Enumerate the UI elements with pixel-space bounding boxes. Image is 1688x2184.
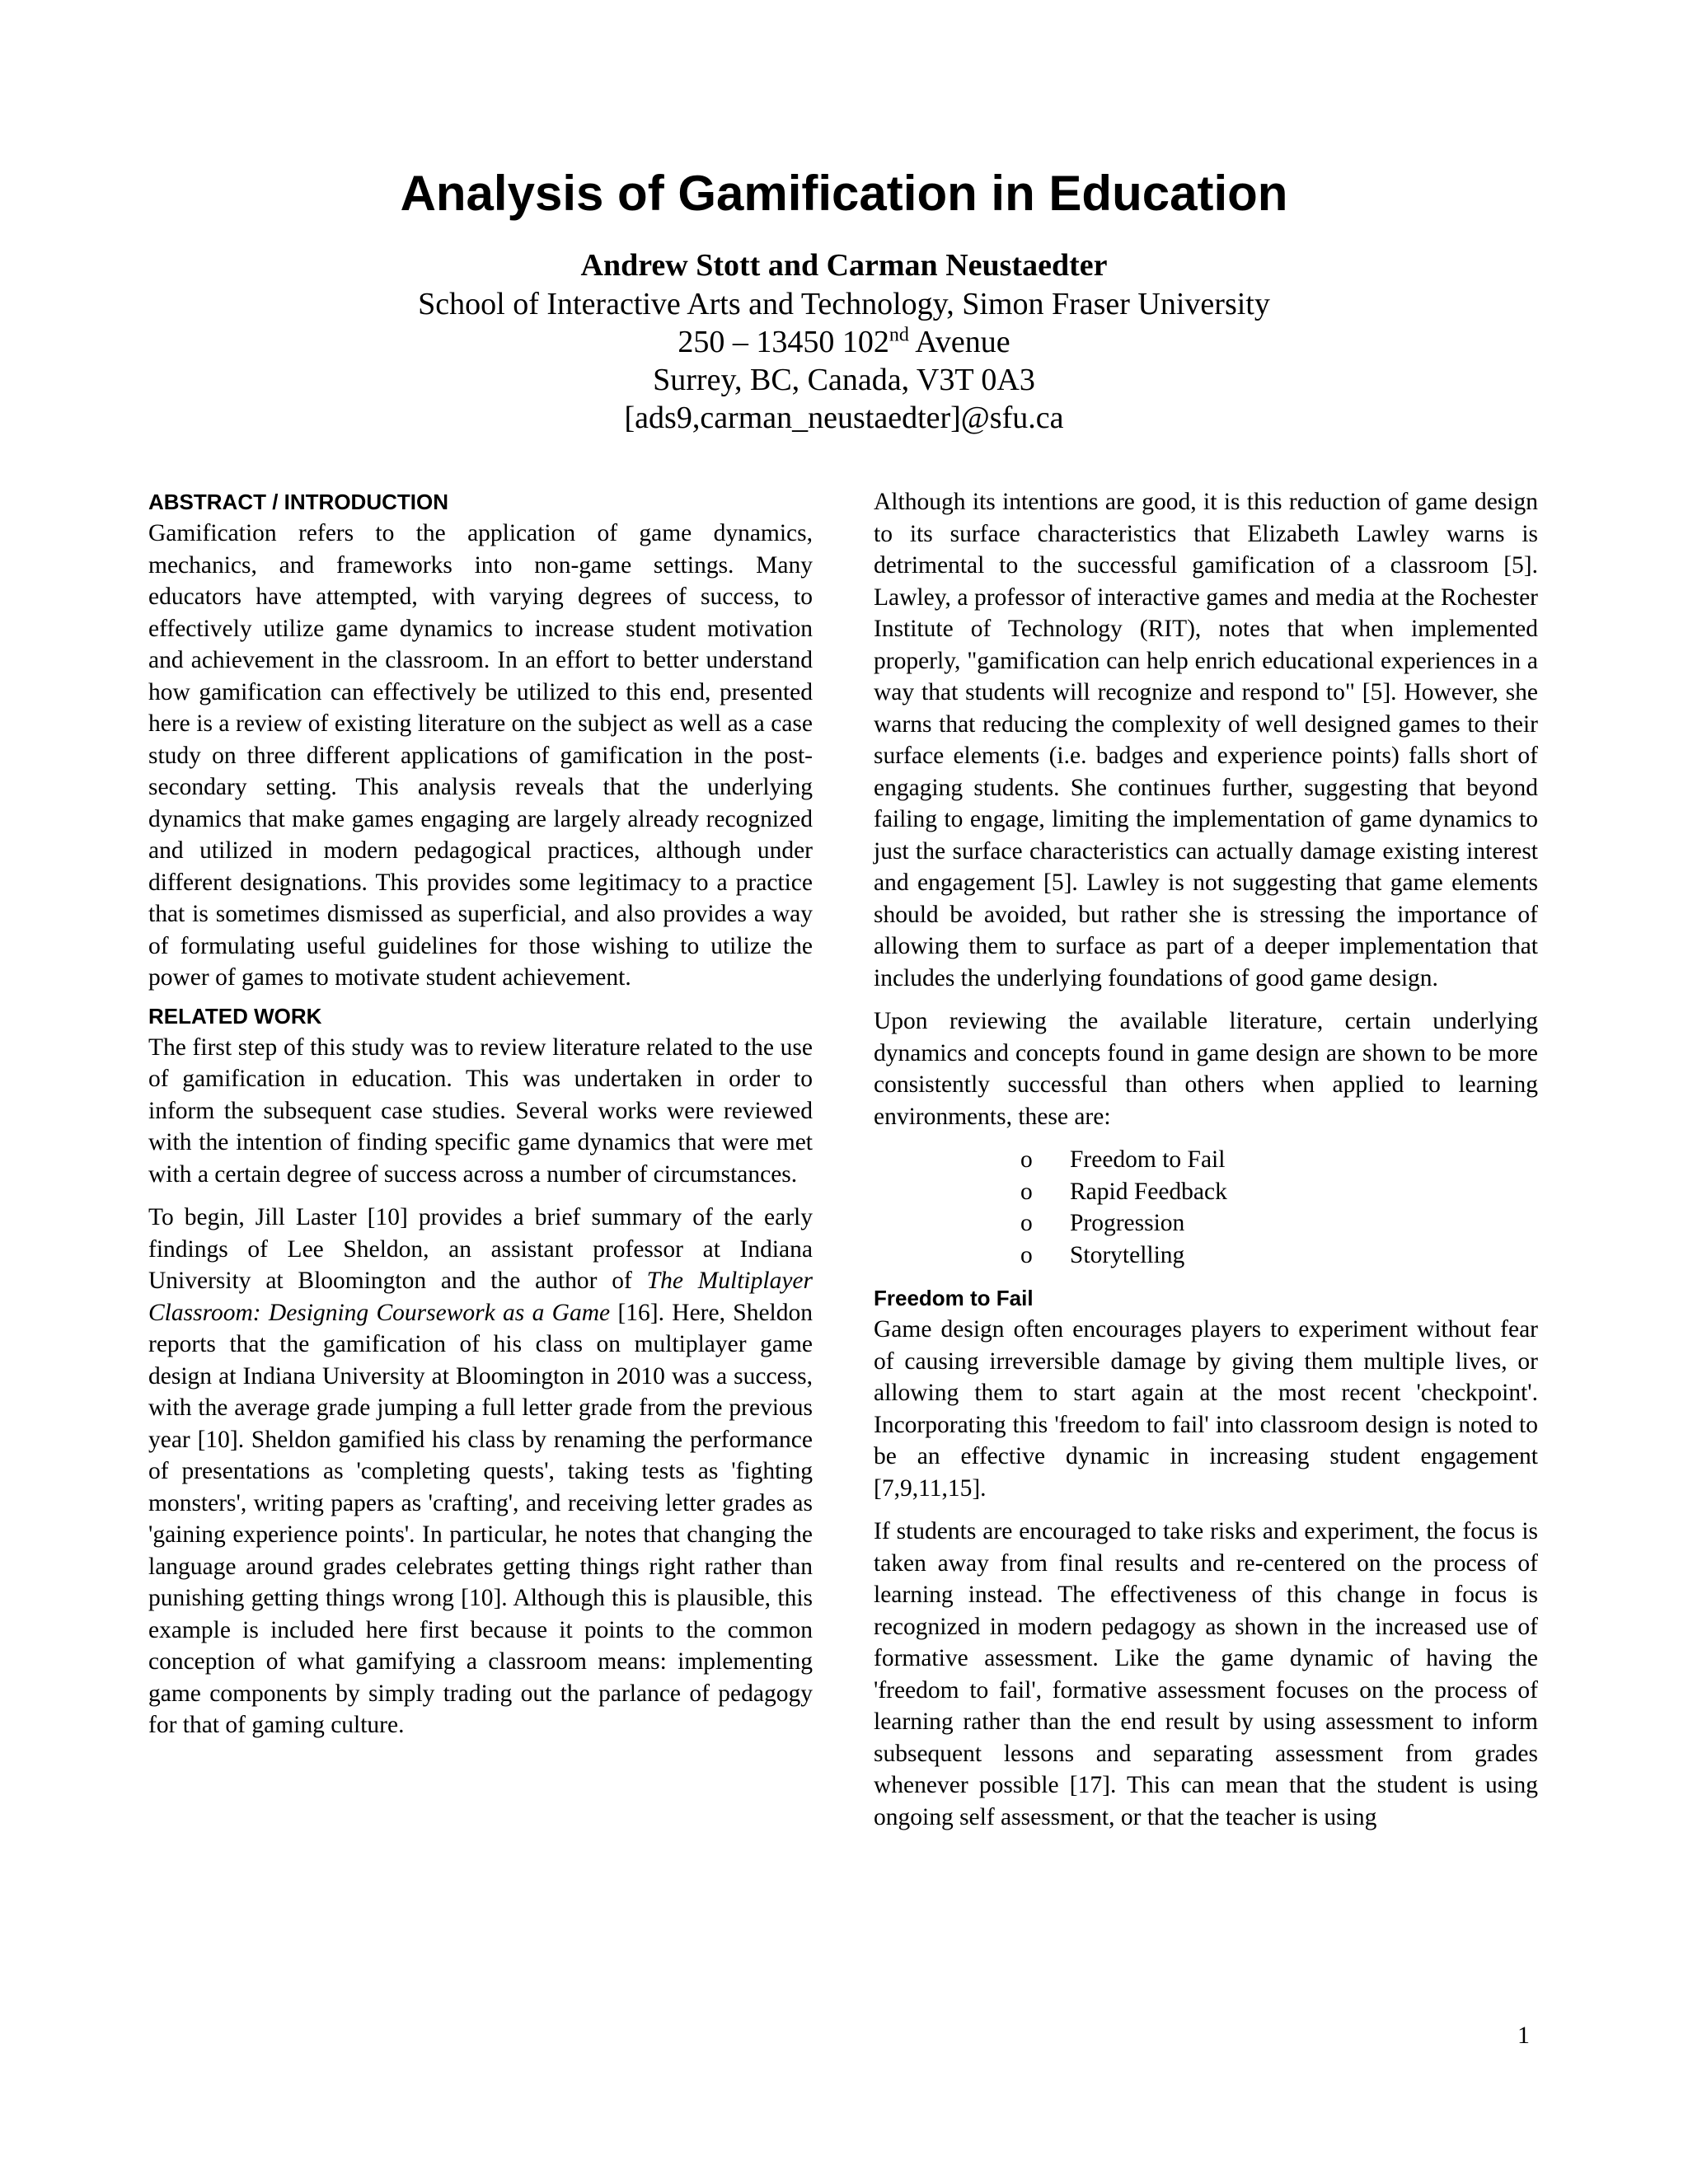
author-email: [ads9,carman_neustaedter]@sfu.ca	[624, 401, 1064, 435]
paragraph-text: To begin, Jill Laster [10] provides a brief summary of the early findings of Lee Sheldon, an assistant professor at Indiana University at Bloomington and the author of	[148, 1204, 813, 1294]
address-ordinal-suffix: nd	[889, 324, 909, 346]
list-item	[1020, 1144, 1538, 1176]
freedom-to-fail-paragraph-2: If students are encouraged to take risks and experiment, the focus is taken away from final results and re-centered on the process of learning instead. The effectiveness of this change in focus is recognized in modern pedagogy as shown in the increased use of formative assessment. Like the game dynamic of having the 'freedom to fail', formative assessment focuses on the process of learning rather than the end result by using assessment to inform subsequent lessons and separating assessment from grades whenever possible [17]. This can mean that the student is using ongoing self assessment, or that the teacher is using	[874, 1518, 1538, 1830]
list-item-text: Rapid Feedback	[1070, 1178, 1227, 1205]
related-work-paragraph-2	[148, 1202, 813, 1741]
related-work-heading: RELATED WORK	[148, 1003, 322, 1029]
list-item-text: Freedom to Fail	[1070, 1146, 1226, 1173]
list-item-text: Storytelling	[1070, 1241, 1185, 1268]
right-column	[874, 486, 1538, 1833]
lawley-paragraph: Although its intentions are good, it is this reduction of game design to its surface characteristics that Elizabeth Lawley warns is detrimental to the successful gamification of a classroom [5]. Lawley, a professor of interactive games and media at the Rochester Institute of Technology (RIT), notes that when implemented properly, "gamification can help enrich educational experiences in a way that students will recognize and respond to" [5]. However, she warns that reducing the complexity of well designed games to their surface elements (i.e. badges and experience points) falls short of engaging students. She continues further, suggesting that beyond failing to engage, limiting the implementation of game dynamics to just the surface characteristics can actually damage existing interest and engagement [5]. Lawley is not suggesting that game elements should be avoided, but rather she is stressing the importance of allowing them to surface as part of a deeper implementation that includes the underlying foundations of good game design.	[874, 489, 1538, 991]
author-names: Andrew Stott and Carman Neustaedter	[580, 248, 1108, 283]
related-work-paragraph-1: The first step of this study was to review literature related to the use of gamification in education. This was undertaken in order to inform the subsequent case studies. Several works were reviewed with the intention of finding specific game dynamics that were met with a certain degree of success across a number of circumstances.	[148, 1033, 813, 1188]
book-title: The Multiplayer Classroom: Designing Coursework as a Game	[148, 1268, 813, 1326]
page-number: 1	[1517, 2022, 1530, 2049]
city-address: Surrey, BC, Canada, V3T 0A3	[653, 363, 1035, 397]
dynamics-list	[874, 1144, 1538, 1271]
bullet-marker: o	[1020, 1210, 1033, 1236]
left-column	[148, 486, 813, 1741]
list-item	[1020, 1176, 1538, 1208]
list-item	[1020, 1207, 1538, 1240]
bullet-marker: o	[1020, 1241, 1033, 1268]
street-address	[0, 323, 1688, 361]
affiliation: School of Interactive Arts and Technology, Simon Fraser University	[418, 287, 1270, 321]
dynamics-intro-paragraph: Upon reviewing the available literature, certain underlying dynamics and concepts found in game design are shown to be more consistently successful than others when applied to learning environments, these are:	[874, 1008, 1538, 1130]
address-street: Avenue	[908, 325, 1010, 359]
abstract-heading: ABSTRACT / INTRODUCTION	[148, 490, 448, 514]
paragraph-text: [16]. Here, Sheldon reports that the gamification of his class on multiplayer game design at Indiana University at Bloomington in 2010 was a success, with the average grade jumping a full letter grade from the previous year [10]. Sheldon gamified his class by renaming the performance of presentations as 'completing quests', taking tests as 'fighting monsters', writing papers as 'crafting', and receiving letter grades as 'gaining experience points'. In particular, he notes that changing the language around grades celebrates getting things right rather than punishing getting things wrong [10]. Although this is plausible, this example is included here first because it points to the common conception of what gamifying a classroom means: implementing game components by simply trading out the parlance of pedagogy for that of gaming culture.	[148, 1299, 813, 1738]
abstract-paragraph: Gamification refers to the application of game dynamics, mechanics, and frameworks into non-game settings. Many educators have attempted, with varying degrees of success, to effectively utilize game dynamics to increase student motivation and achievement in the classroom. In an effort to better understand how gamification can effectively be utilized to this end, presented here is a review of existing literature on the subject as well as a case study on three different applications of gamification in the post-secondary setting. This analysis reveals that the underlying dynamics that make games engaging are largely already recognized and utilized in modern pedagogical practices, although under different designations. This provides some legitimacy to a practice that is sometimes dismissed as superficial, and also provides a way of formulating useful guidelines for those wishing to utilize the power of games to motivate student achievement.	[148, 520, 813, 991]
bullet-marker: o	[1020, 1178, 1033, 1205]
list-item	[1020, 1240, 1538, 1272]
paper-title: Analysis of Gamification in Education	[400, 166, 1288, 221]
freedom-to-fail-heading: Freedom to Fail	[874, 1286, 1034, 1310]
bullet-marker: o	[1020, 1146, 1033, 1173]
freedom-to-fail-paragraph-1: Game design often encourages players to experiment without fear of causing irreversible damage by giving them multiple lives, or allowing them to start again at the most recent 'checkpoint'. Incorporating this 'freedom to fail' into classroom design is noted to be an effective dynamic in increasing student engagement [7,9,11,15].	[874, 1316, 1538, 1502]
list-item-text: Progression	[1070, 1210, 1185, 1236]
address-number: 250 – 13450 102	[678, 325, 889, 359]
